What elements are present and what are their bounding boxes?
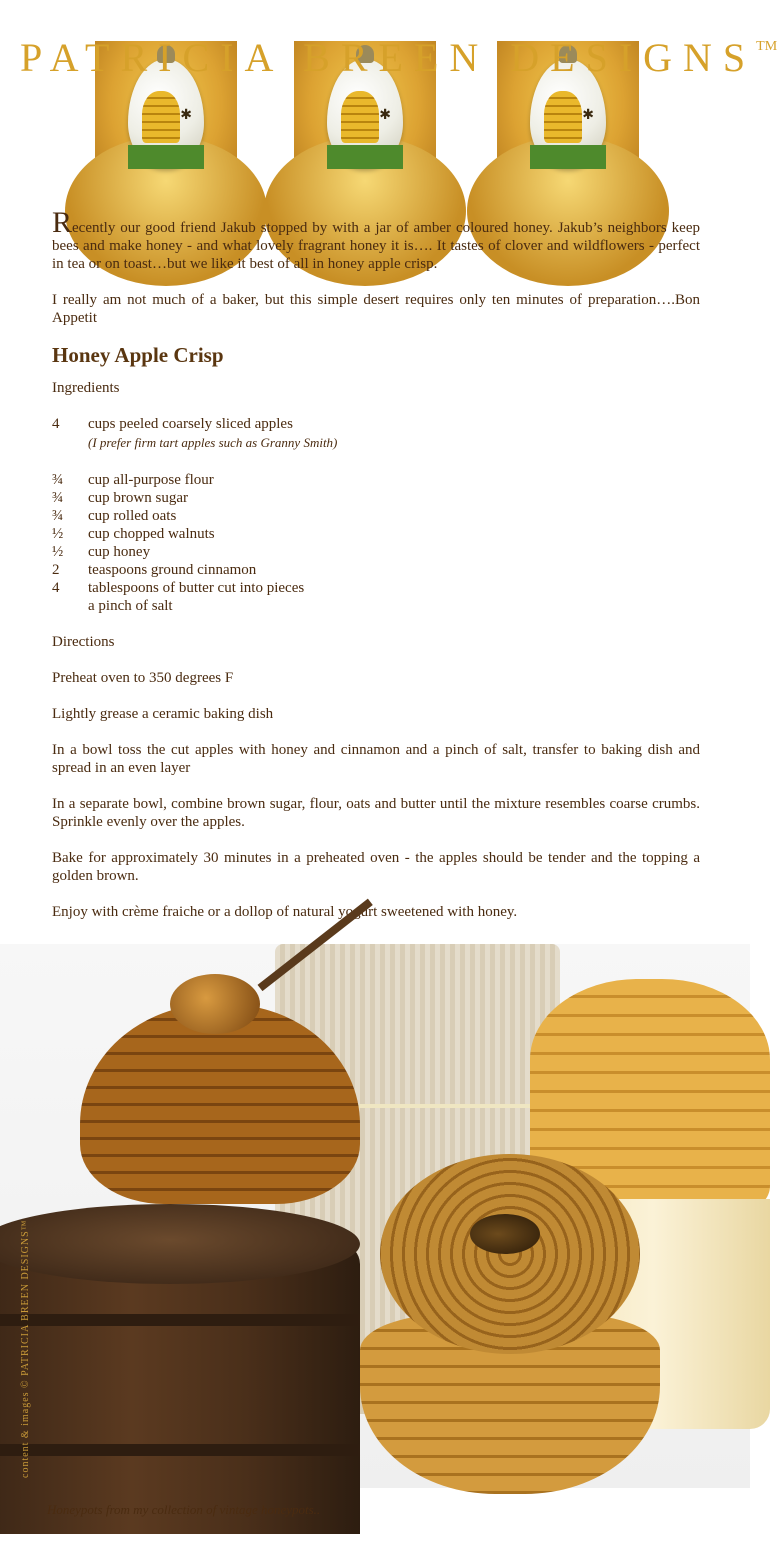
ingredient-row — [52, 489, 700, 507]
ingredient-qty — [52, 597, 88, 615]
ingredient-row — [52, 543, 700, 561]
ingredient-text: cups peeled coarsely sliced apples — [88, 416, 293, 432]
trademark-mark: TM — [756, 39, 777, 54]
ingredient-qty: 2 — [52, 562, 60, 578]
vertical-credit: content & images © PATRICIA BREEN DESIGNS™ — [20, 1219, 31, 1478]
direction-step: In a bowl toss the cut apples with honey and cinnamon and a pinch of salt, transfer to baking dish and spread in an even layer — [52, 742, 700, 776]
ingredient-text: cup rolled oats — [88, 508, 177, 524]
ingredient-row — [52, 415, 700, 433]
beehive-honeypot — [80, 984, 360, 1194]
ingredient-row — [52, 525, 700, 543]
ingredient-text: cup chopped walnuts — [88, 526, 215, 542]
drop-cap: R — [52, 206, 73, 239]
honeypots-photo — [0, 944, 750, 1488]
ingredient-qty: ½ — [52, 526, 64, 542]
ingredient-text: cup honey — [88, 544, 151, 560]
ingredient-row — [52, 507, 700, 525]
direction-step: Enjoy with crème fraiche or a dollop of natural yogurt sweetened with honey. — [52, 904, 518, 920]
ingredient-qty: 4 — [52, 416, 60, 432]
directions-heading: Directions — [52, 634, 115, 650]
direction-step: Lightly grease a ceramic baking dish — [52, 706, 274, 722]
ingredient-row — [52, 597, 700, 615]
ingredient-qty: ¾ — [52, 472, 64, 488]
ingredient-note: (I prefer firm tart apples such as Granny Smith) — [88, 435, 338, 450]
recipe-title: Honey Apple Crisp — [52, 343, 224, 367]
ingredient-row — [52, 471, 700, 489]
article-body — [52, 206, 700, 921]
ingredient-row — [52, 579, 700, 597]
direction-step: Bake for approximately 30 minutes in a preheated oven - the apples should be tender and the topping a golden brown. — [52, 850, 700, 884]
ingredient-qty: ½ — [52, 544, 64, 560]
direction-step: Preheat oven to 350 degrees F — [52, 670, 234, 686]
brand-name: PATRICIA BREEN DESIGNS — [20, 35, 757, 80]
ingredient-text: teaspoons ground cinnamon — [88, 562, 257, 578]
ingredient-row — [52, 561, 700, 579]
ingredient-qty: ¾ — [52, 508, 64, 524]
direction-step: In a separate bowl, combine brown sugar, flour, oats and butter until the mixture resembles coarse crumbs. Sprinkle evenly over the apples. — [52, 796, 700, 830]
ingredient-text: cup brown sugar — [88, 490, 188, 506]
wooden-barrel — [0, 1244, 360, 1534]
beehive-egg-ornament-image-1: ✱ — [95, 41, 237, 196]
intro-paragraph-2: I really am not much of a baker, but this simple desert requires only ten minutes of preparation….Bon Appetit — [52, 292, 700, 326]
beehive-egg-ornament-image-3: ✱ — [497, 41, 639, 196]
ingredient-qty: 4 — [52, 580, 60, 596]
intro-paragraph-1 — [52, 206, 700, 273]
beehive-egg-ornament-image-2: ✱ — [294, 41, 436, 196]
ingredient-text: a pinch of salt — [88, 598, 173, 614]
intro-paragraph-1-text: ecently our good friend Jakub stopped by with a jar of amber coloured honey. Jakub’s neighbors keep bees and make honey - and what lovely fragrant honey it is…. It tastes of clover and wildflowers - perfect in tea or on toast…but we like it best of all in honey apple crisp. — [52, 220, 700, 272]
ingredient-text: tablespoons of butter cut into pieces — [88, 580, 305, 596]
ingredient-qty: ¾ — [52, 490, 64, 506]
ingredient-text: cup all-purpose flour — [88, 472, 214, 488]
round-honeypot — [360, 1154, 660, 1494]
brand-title — [20, 35, 777, 80]
ingredients-heading: Ingredients — [52, 380, 120, 396]
photo-caption: Honeypots from my collection of vintage honeypots.. — [47, 1502, 321, 1517]
